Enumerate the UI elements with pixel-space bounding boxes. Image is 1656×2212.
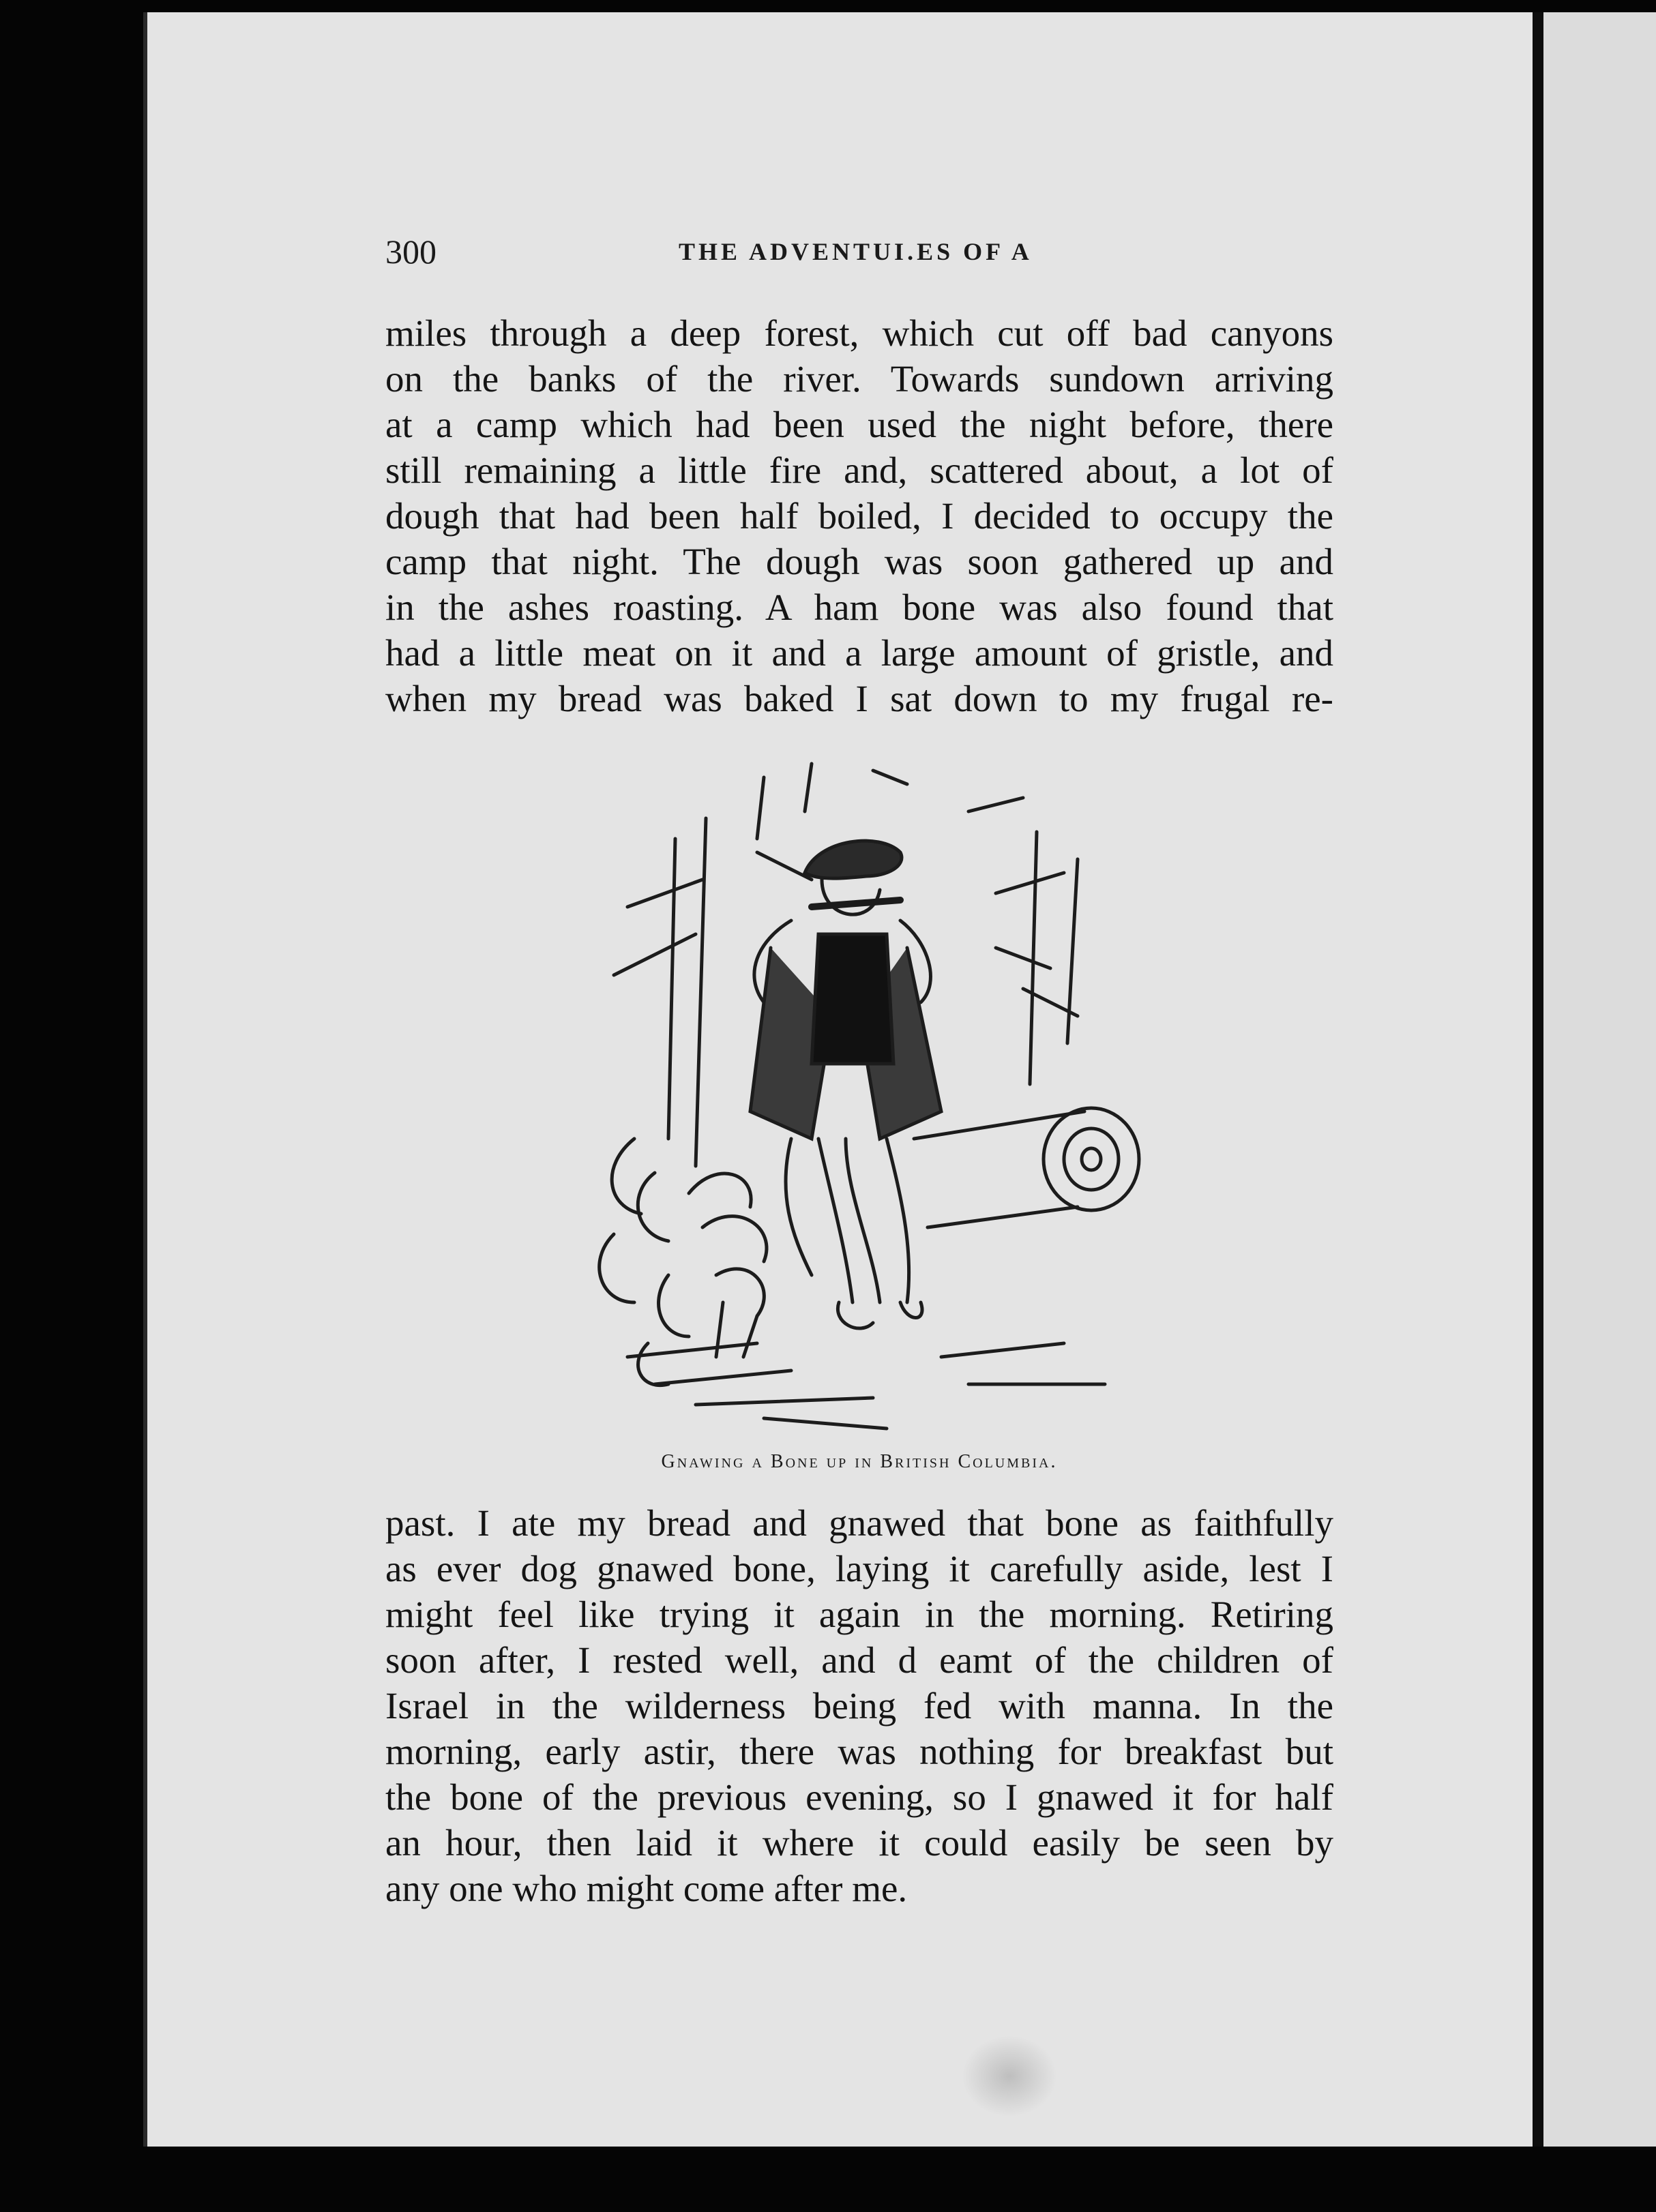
text-line: Israel in the wilderness being fed with manna. In the	[385, 1685, 1333, 1727]
illustration-caption: Gnawing a Bone up in British Columbia.	[661, 1451, 1058, 1472]
text-line: dough that had been half boiled, I decided to occupy the	[385, 495, 1333, 537]
text-line: when my bread was baked I sat down to my frugal re-	[385, 678, 1333, 719]
text-line: past. I ate my bread and gnawed that bone as faithfully	[385, 1502, 1333, 1544]
paragraph-bottom	[385, 1500, 1333, 1911]
page-number: 300	[385, 233, 437, 271]
running-title: THE ADVENTUI.ES OF A	[679, 238, 1033, 265]
text-line: the bone of the previous evening, so I gnawed it for half	[385, 1776, 1333, 1818]
text-line: morning, early astir, there was nothing for breakfast but	[385, 1731, 1333, 1772]
text-line: at a camp which had been used the night before, there	[385, 404, 1333, 445]
text-line: miles through a deep forest, which cut off bad canyons	[385, 312, 1333, 354]
text-line: had a little meat on it and a large amount of gristle, and	[385, 632, 1333, 674]
text-line: any one who might come after me.	[385, 1868, 908, 1909]
running-head	[385, 232, 1327, 286]
facing-page-edge	[1543, 12, 1656, 2147]
paragraph-top	[385, 310, 1333, 721]
text-line: as ever dog gnawed bone, laying it carefully aside, lest I	[385, 1548, 1333, 1589]
page-gutter	[1533, 12, 1543, 2147]
text-line: on the banks of the river. Towards sundown arriving	[385, 358, 1333, 400]
text-line: camp that night. The dough was soon gathered up and	[385, 541, 1333, 582]
text-line: soon after, I rested well, and d eamt of the children of	[385, 1639, 1333, 1681]
paper-stain	[962, 2035, 1057, 2117]
text-line: still remaining a little fire and, scattered about, a lot of	[385, 449, 1333, 491]
text-line: an hour, then laid it where it could easily be seen by	[385, 1822, 1333, 1864]
text-line: in the ashes roasting. A ham bone was also found that	[385, 586, 1333, 628]
illustration-man-gnawing-bone	[587, 757, 1146, 1446]
text-line: might feel like trying it again in the morning. Retiring	[385, 1594, 1333, 1635]
